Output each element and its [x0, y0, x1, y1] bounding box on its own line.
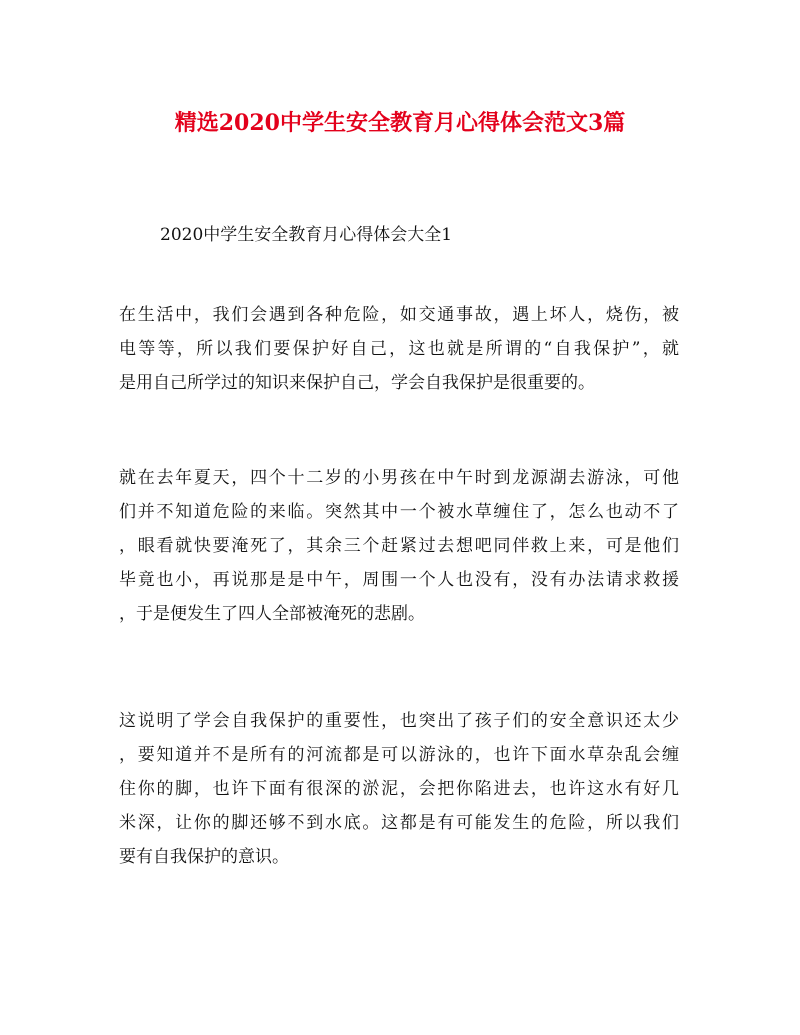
paragraph-line: 们并不知道危险的来临。突然其中一个被水草缠住了，怎么也动不了	[119, 502, 679, 522]
paragraph-line: 这说明了学会自我保护的重要性，也突出了孩子们的安全意识还太少	[119, 711, 679, 731]
paragraph-line: ，眼看就快要淹死了，其余三个赶紧过去想吧同伴救上来，可是他们	[119, 536, 679, 556]
paragraph-line: 电等等，所以我们要保护好自己，这也就是所谓的“自我保护”，就	[119, 339, 679, 359]
document-title: 精选2020中学生安全教育月心得体会范文3篇	[174, 110, 626, 136]
paragraph-line: 米深，让你的脚还够不到水底。这都是有可能发生的危险，所以我们	[119, 813, 679, 833]
paragraph-1	[119, 298, 679, 400]
paragraph-line: ，要知道并不是所有的河流都是可以游泳的，也许下面水草杂乱会缠	[119, 745, 679, 765]
paragraph-line: 要有自我保护的意识。	[119, 847, 289, 867]
paragraph-line: 在生活中，我们会遇到各种危险，如交通事故，遇上坏人，烧伤，被	[119, 305, 679, 325]
paragraph-line: 住你的脚，也许下面有很深的淤泥，会把你陷进去，也许这水有好几	[119, 779, 679, 799]
paragraph-line: 毕竟也小，再说那是是中午，周围一个人也没有，没有办法请求救援	[119, 570, 679, 590]
section-heading: 2020中学生安全教育月心得体会大全1	[160, 225, 453, 245]
paragraph-2	[119, 461, 679, 631]
paragraph-line: 就在去年夏天，四个十二岁的小男孩在中午时到龙源湖去游泳，可他	[119, 468, 679, 488]
paragraph-line: ，于是便发生了四人全部被淹死的悲剧。	[119, 604, 425, 624]
paragraph-line: 是用自己所学过的知识来保护自己，学会自我保护是很重要的。	[119, 373, 595, 393]
paragraph-3	[119, 704, 679, 874]
